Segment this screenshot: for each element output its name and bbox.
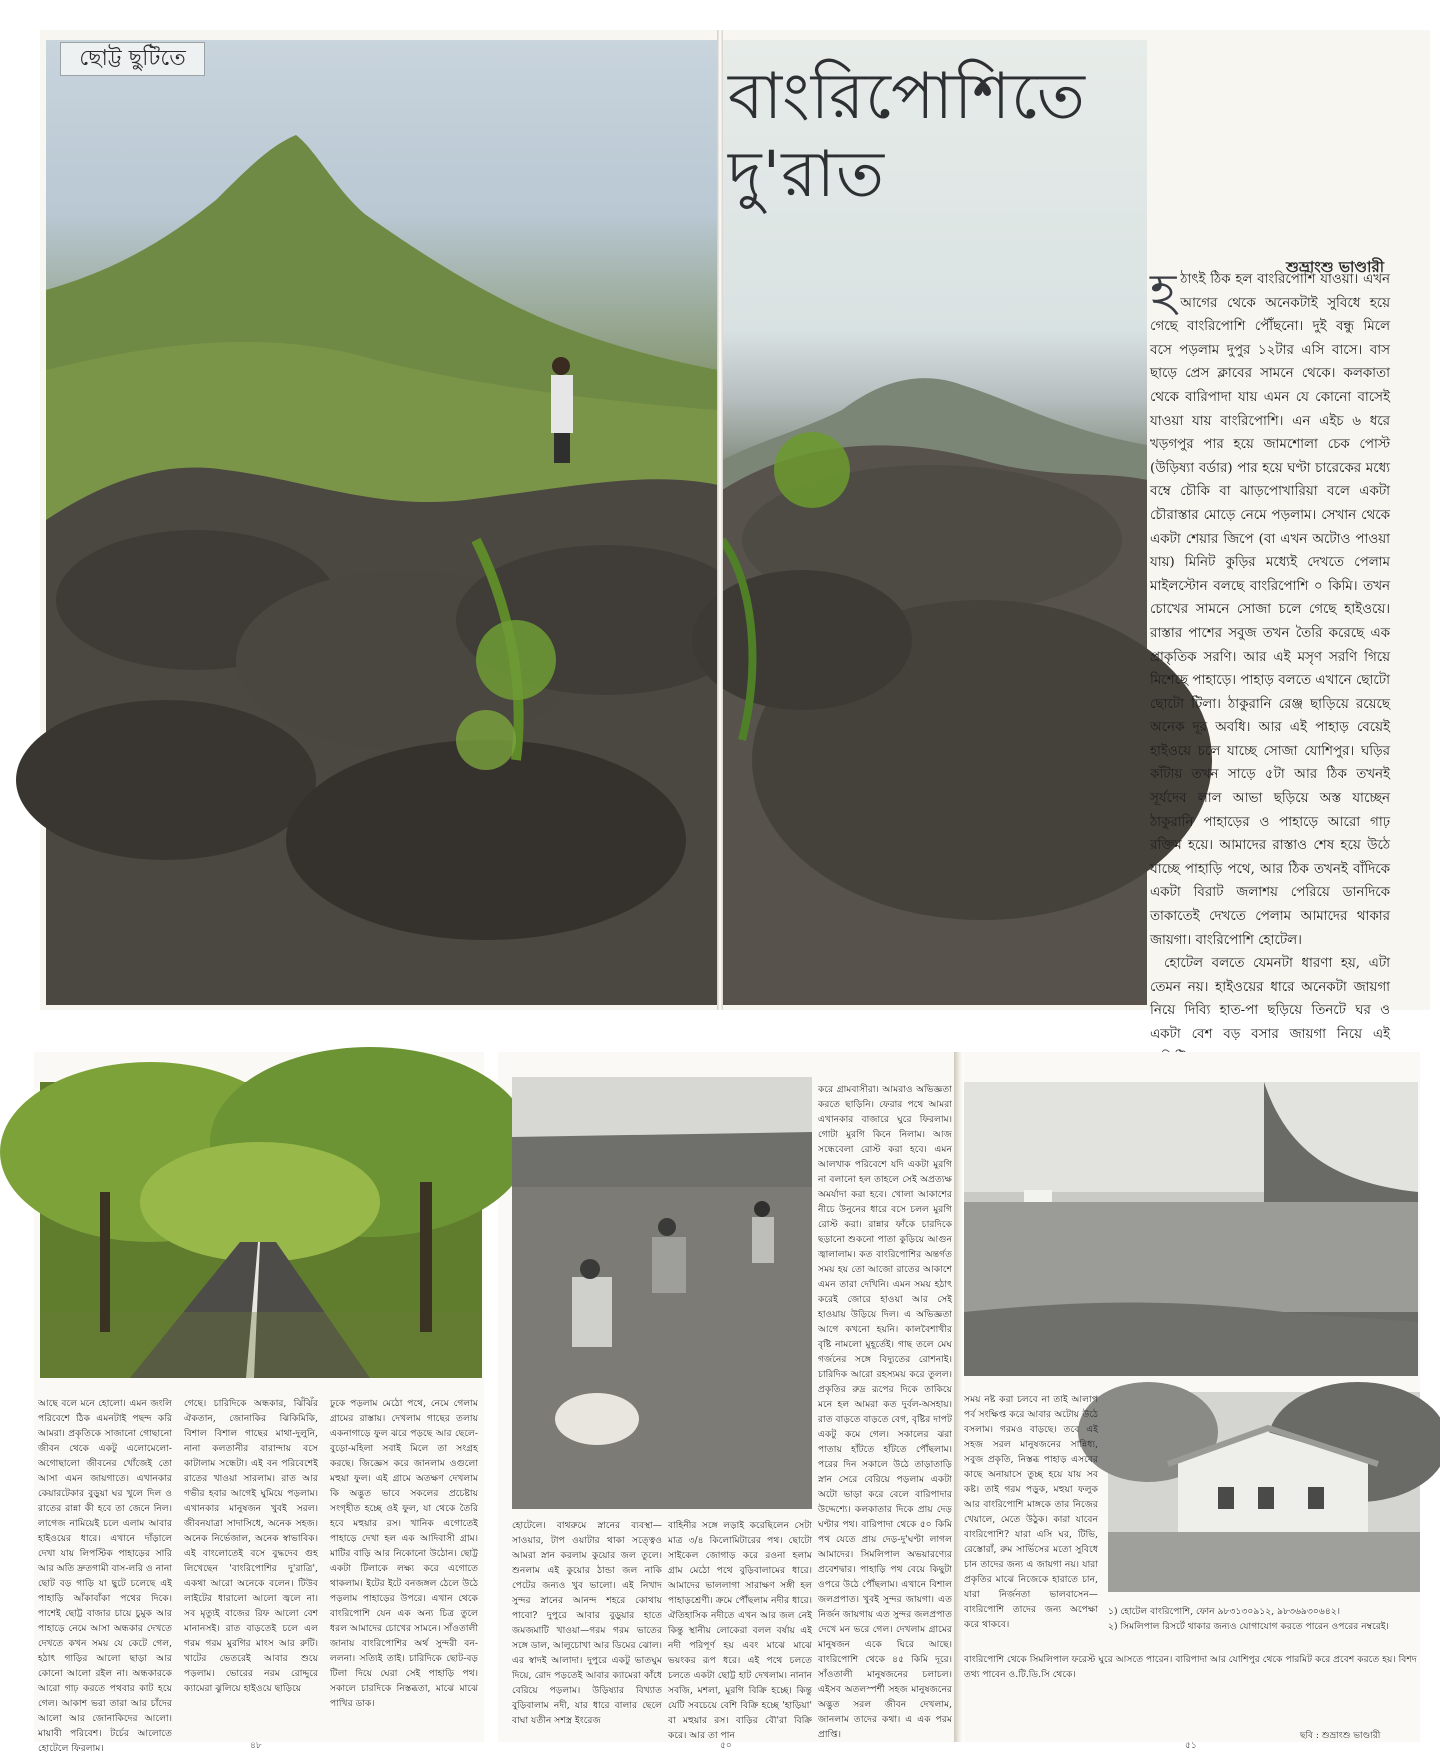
text-column-7: সময় নষ্ট করা চলবে না তাই আলাপ পর্ব সংক্ষিপ্ত করে আবার অটোয় উঠে বসলাম। গরমও বাড়ছে। তবে এই সহজ সরল মানুষজনের সান্নিধ্য, সবুজ প্রকৃতি, নিস্তব্ধ পাহাড় এসবের কাছে অনায়াসে তুচ্ছ হয়ে যায় সব কষ্ট। তাই গরম পড়ুক, মহুয়া ফলুক আর বাংরিপোশি মাঙ্গকে তার নিজের খেয়ালে, মেতে উঠুক। কারা যাবেন বাংরিপোশি? যারা এসি ঘর, টিভি, রেস্তোরাঁ, রুম সার্ভিসের মতো সুবিধে চান তাদের জন্য এ জায়গা নয়। যারা প্রকৃতির মাঝে নিজেকে হারাতে চান, যারা নির্জনতা ভালবাসেন—বাংরিপোশি তাদের জন্য অপেক্ষা করে থাকবে। (964, 1394, 1098, 1630)
field-illustration (512, 1077, 812, 1509)
article-title (728, 58, 1168, 214)
text-column-5: হোটেলে। বাথরুমে স্নানের ব্যবস্থা—সাওয়ার, টাপ ওয়াটার থাকা সত্ত্বেও আমরা স্নান করলাম কুয়োর জল তুলে। শুনলাম এই কুয়োর ঠান্ডা জল নাকি পেটের জন্যও খুব ভালো। এই নিখাদ সুন্দর স্নানের আনন্দ শহরে কোথায় পাবো? দুপুরে আবার বুড়ুয়ার হাতে জমজমাটি খাওয়া—গরম গরম ভাতের সঙ্গে ডাল, আলুচোখা আর ডিমের ঝোল। এর স্বাদই আলাদা। দুপুরে একটু ভাতঘুম দিয়ে, রোদ পড়তেই আবার ক্যামেরা কাঁধে বেরিয়ে পড়লাম। উড়িষ্যার বিখ্যাত বুড়িবালাম নদী, যার ধারে বালার ছেলে বাঘা যতীন সশস্ত্র ইংরেজ (512, 1520, 662, 1726)
road-illustration (40, 1082, 482, 1378)
page-number-3: ৫১ (1185, 1741, 1197, 1751)
title-line-2: দু'রাত (728, 138, 886, 212)
page-fold (954, 1052, 964, 1742)
photo-river (964, 1082, 1418, 1376)
river-illustration (964, 1082, 1418, 1376)
footnotes-block (1108, 1604, 1418, 1634)
photo-hotel-house (1108, 1392, 1420, 1592)
text-column-3: ঢুকে পড়লাম মেঠো পথে, নেমে গেলাম গ্রামের রাস্তায়। দেখলাম গাছের তলায় একনাগাড়ে ফুল ঝরে পড়ছে আর ছেলে-বুড়ো-মহিলা সবাই মিলে তা সংগ্রহ করছে। জিজ্ঞেস করে জানলাম ওগুলো মহুয়া ফুল। এই গ্রামে অতক্ষণ দেখলাম কি অদ্ভুত ভাবে সকলের প্রচেষ্টায় সংগৃহীত হচ্ছে ওই ফুল, যা থেকে তৈরি হবে মহুয়ার রস। খানিক এগোতেই পাহাড়ে দেখা হল এক আদিবাসী গ্রাম। মাটির বাড়ি আর নিকোনো উঠোন। ছোট্ট একটা টিলাকে লক্ষ্য করে এগোতে থাকলাম। ইটের ইটে বনজঙ্গল ঠেলে উঠে পড়লাম পাহাড়ের উপরে। এখান থেকে বাংরিপোশি যেন এক অন্য চিত্র তুলে ধরল আমাদের চোখের সামনে। সাঁওতালী জানায় বাংরিপোশির অর্থ সুন্দরী বন-ললনা। সত্যিই তাই। চারিদিকে ছোট-বড় টিলা দিয়ে ঘেরা সেই পাহাড়ি পথ। সকালে চারদিকে নিস্তব্ধতা, মাঝে মাঝে পাখির ডাক। (330, 1398, 478, 1709)
text-column-4: করে গ্রামবাসীরা। আমরাও অভিজ্ঞতা করতে ছাড়িনি। ফেরার পথে আমরা এখানকার বাজারে ঘুরে ফিরলাম। গোটা মুরগি কিনে নিলাম। আজ সন্ধেবেলা রোস্ট করা হবে। এমন আলখাক পরিবেশে যদি একটা মুরগি না বলানো হল তাহলে সেই অপ্রত্যক্ষ অমর্যাদা করা হবে। খোলা আকাশের নীচে উনুনের ধারে বসে চলল মুরগি রোস্ট করা। রান্নার ফাঁকে চারদিকে ছড়ানো শুকনো পাতা কুড়িয়ে আগুন জ্বালালাম। কত বাংরিপোশির অন্তর্গত সময় হয় তো আজো রাতের আকাশে এমন তারা দেখিনি। এমন সময় হঠাৎ করেই জোরে হাওয়া আর সেই হাওয়ায় উড়িয়ে দিল। এ অভিজ্ঞতা আগে কখনো হয়নি। কালবৈশাখীর বৃষ্টি নামলো মুহূর্তেই। গাছ তলে মেঘ গর্জনের সঙ্গে বিদ্যুতের রোশনাই। চারিদিক আরো রহস্যময় করে তুলল। প্রকৃতির রুদ্র রূপের দিকে তাকিয়ে মনে হল আমরা কত দুর্বল-অসহায়। রাত বাড়তে বাড়তে বেগ, বৃষ্টির দাপট একটু কমে গেল। সকালের ঝরা পাতায় হাঁটতে হাঁটতে পৌঁছলাম। পরের দিন সকালে উঠে তাড়াতাড়ি স্নান সেরে বেরিয়ে পড়লাম একটা অটো ভাড়া করে বেলে বারিপাদার উদ্দেশ্যে। কলকাতার দিকে প্রায় দেড় ঘণ্টার পথ। বারিপাদা থেকে ৫০ কিমি পথ যেতে প্রায় দেড়-দু'ঘণ্টা লাগল আমাদের। সিমলিপাল অভয়ারণ্যের প্রবেশদ্বার। পাহাড়ি পথ বেয়ে কিছুটা ওপরে উঠে পৌঁছলাম। এখানে বিশাল জলপ্রপাত। খুবই সুন্দর জায়গা। এত নির্জন জায়গায় এত সুন্দর জলপ্রপাত দেখে মন ভরে গেল। দেখলাম গ্রামের মানুষজন একে ঘিরে আছে। বাংরিপোশি থেকে ৪৫ কিমি দূরে। সাঁওতালী মানুষজনের চলাচল। এইসব অতলস্পর্শী সহজ মানুষজনের অদ্ভুত সরল জীবন দেখলাম, জানলাম তাদের কথা। এ এক পরম প্রাপ্তি। (818, 1084, 952, 1740)
article-paragraph-1: ঠাৎই ঠিক হল বাংরিপোশি যাওয়া। এখন আগের থেকে অনেকটাই সুবিধে হয়ে গেছে বাংরিপোশি পৌঁছনো। দুই বন্ধু মিলে বসে পড়লাম দুপুর ১২টার এসি বাসে। বাস ছাড়ে প্রেস ক্লাবের সামনে থেকে। কলকাতা থেকে বারিপাদা যায় এমন যে কোনো বাসেই যাওয়া যায় বাংরিপোশি। এন এইচ ৬ ধরে খড়গপুর পার হয়ে জামশোলা চেক পোস্ট (উড়িষ্যা বর্ডার) পার হয়ে ঘণ্টা চারেকের মধ্যে বম্বে চৌকি বা ঝাড়পোখারিয়া বলে একটা চৌরাস্তার মোড়ে নেমে পড়লাম। সেখান থেকে একটা শেয়ার জিপে (বা এখন অটোও পাওয়া যায়) মিনিট কুড়ির মধ্যেই দেখতে পেলাম মাইলস্টোন বলছে বাংরিপোশি ০ কিমি। তখন চোখের সামনে সোজা চলে গেছে হাইওয়ে। রাস্তার পাশের সবুজ তখন তৈরি করেছে এক প্রাকৃতিক সরণি। আর এই মসৃণ সরণি গিয়ে মিশেছে পাহাড়ে। পাহাড় বলতে এখানে ছোটো ছোটো টিলা। ঠাকুরানি রেঞ্জ ছাড়িয়ে রয়েছে অনেক দূর অবধি। আর এই পাহাড় বেয়েই হাইওয়ে চলে যাচ্ছে সোজা যোশিপুর। ঘড়ির কাঁটায় তখন সাড়ে ৫টা আর ঠিক তখনই সূর্যদেব লাল আভা ছড়িয়ে অস্ত যাচ্ছেন ঠাকুরানি পাহাড়ের ও পাহাড়ে আরো গাঢ় রক্তিম হয়ে। আমাদের রাস্তাও শেষ হয়ে উঠে যাচ্ছে পাহাড়ি পথে, আর ঠিক তখনই বাঁদিকে একটা বিরাট জলাশয় পেরিয়ে ডানদিকে তাকাতেই দেখতে পেলাম আমাদের থাকার জায়গা। বাংরিপোশি হোটেল। (1150, 272, 1390, 948)
author-byline: শুভ্রাংশু ভাণ্ডারী (1285, 258, 1384, 276)
text-column-2: গেছে। চারিদিকে অন্ধকার, ঝিঁঝিঁর ঐকতান, জোনাকির ঝিকিমিকি, বিশাল বিশাল গাছের মাথা-দুলুনি, নানা কলতানীর বারান্দায় বসে কাটালাম সন্ধেটা। এই বন পরিবেশেই রাতের খাওয়া সারলাম। রাত আর গভীর হবার আগেই ঘুমিয়ে পড়লাম। এখানকার মানুষজন খুবই সরল। জীবনযাত্রা সাদাসিধে, অনেক সহজ। অনেক নির্ভেজাল, অনেক স্বাভাবিক। এই বাংলোতেই বসে বুদ্ধদেব গুহ লিখেছেন 'বাংরিপোশির দু'রাত্রি', একথা আরো অনেকে বলেন। টিউব লাইটের ধারালো আলো জ্বলে না। সব মৃত্যুই বাজের রিফ আলো বেশ মানানসই। রাত বাড়তেই চলে এল গরম গরম মুরগির মাংস আর রুটি। খাটের ভেতরেই আবার শুয়ে পড়লাম। ভোরের নরম রোদ্দুরে ক্যামেরা ঝুলিয়ে হাইওয়ে ছাড়িয়ে (184, 1398, 318, 1694)
footnote-2: ২) সিমলিপাল রিসর্টে থাকার জন্যও যোগাযোগ করতে পারেন ওপরের নম্বরেই। (1108, 1621, 1389, 1632)
page-number-2: ৫০ (720, 1741, 732, 1751)
hero-hill-illustration (46, 40, 718, 1005)
text-column-6: বাহিনীর সঙ্গে লড়াই করেছিলেন সেটা মাত্র ৩/৪ কিলোমিটারের পথ। ছোটো সাইকেল জোগাড় করে রওনা হলাম গ্রাম মেঠো পথে বুড়িবালামের ধারে। আমাদের ভাললাগা সারাক্ষণ সঙ্গী হল পাহাড়শ্রেণী। ক্রমে পৌঁছলাম নদীর ধারে। ঐতিহাসিক নদীতে এখন আর জল নেই কিন্তু স্থানীয় লোকেরা বলল বর্ষায় এই নদী পরিপূর্ণ হয় এবং মাঝে মাঝে ভয়ংকর রূপ ধরে। এই পথে চলতে চলতে একটা ছোট্ট হাট দেখলাম। নানান সবজি, মশলা, মুরগি বিক্রি হচ্ছে। কিন্তু যেটি সবচেয়ে বেশি বিক্রি হচ্ছে 'হাড়িয়া' বা মহুয়ার রস। বাড়ির বৌ'রা বিক্রি করে। আর তা পান (668, 1520, 812, 1741)
house-illustration (1108, 1392, 1420, 1592)
drop-cap: হ (1150, 263, 1177, 321)
title-line-1: বাংরিপোশিতে (728, 60, 1086, 134)
footnote-1: ১) হোটেল বাংরিপোশি, ফোন ৯৮৩১৩০৯১২, ৯৮৩৬৯৩০৬৪২। (1108, 1606, 1341, 1617)
page-number-1: ৪৮ (250, 1741, 262, 1751)
section-kicker: ছোট্ট ছুটিতে (60, 42, 205, 76)
page-gutter (717, 30, 723, 1010)
photo-tree-road (40, 1082, 482, 1378)
photo-villagers-field (512, 1077, 812, 1509)
photo-credit: ছবি : শুভ্রাংশু ভাণ্ডারী (1300, 1731, 1381, 1741)
article-paragraph-2: হোটেল বলতে যেমনটা ধারণা হয়, এটা তেমন নয়। হাইওয়ের ধারে অনেকটা জায়গা নিয়ে দিব্যি হাত-পা ছড়িয়ে তিনটে ঘর ও একটা বেশ বড় বসার জায়গা নিয়ে এই (1150, 956, 1390, 1042)
footnote-3: বাংরিপোশি থেকে সিমলিপাল ফরেস্ট ঘুরে আসতে পারেন। বারিপাদা আর যোশিপুর থেকে পারমিট করে প্রবেশ করতে হয়। বিশদ তথ্য পাবেন ও.টি.ডি.সি থেকে। (964, 1654, 1417, 1680)
text-column-1: আছে বলে মনে হোলো। এমন জংলি পরিবেশে ঠিক এমনটাই পছন্দ করি আমরা। প্রকৃতিকে সাজানো গোছানো জীবন থেকে একটু এলোমেলো-অগোছালো জীবনের খোঁজেই তো আসা এমন জায়গাতে। এখানকার কেয়ারটেকার বুড়ুয়া ঘর খুলে দিল ও রাতের রান্না কী হবে তা জেনে নিল। লাগেজ নামিয়েই চলে এলাম আবার হাইওয়ের ধারে। এখানে দাঁড়ালে দেখা যায় লিপস্টিক পাহাড়ের সারি আর অতি দ্রুতগামী বাস-লরি ও নানা ছোট বড় গাড়ি যা ছুটে চলেছে এই পাহাড়ি আঁকাবাঁকা পথের দিকে। পাশেই ছোট্ট বাজার চায়ে চুমুক আর পাহাড়ে নেমে আসা অন্ধকার দেখতে দেখতে কখন সময় যে কেটে গেল, হঠাৎ গাড়ির আলো ছাড়া আর কোনো আলো রইল না। অন্ধকারকে আরো গাঢ় করতে পথবার কাট হয়ে গেল। আকাশ ভরা তারা আর চাঁদের আলো আর জোনাকিদের আলো। মায়াবী পরিবেশ। টর্চের আলোতে হোটেলে ফিরলাম। (38, 1398, 172, 1754)
hero-photo-hill (46, 40, 718, 1005)
